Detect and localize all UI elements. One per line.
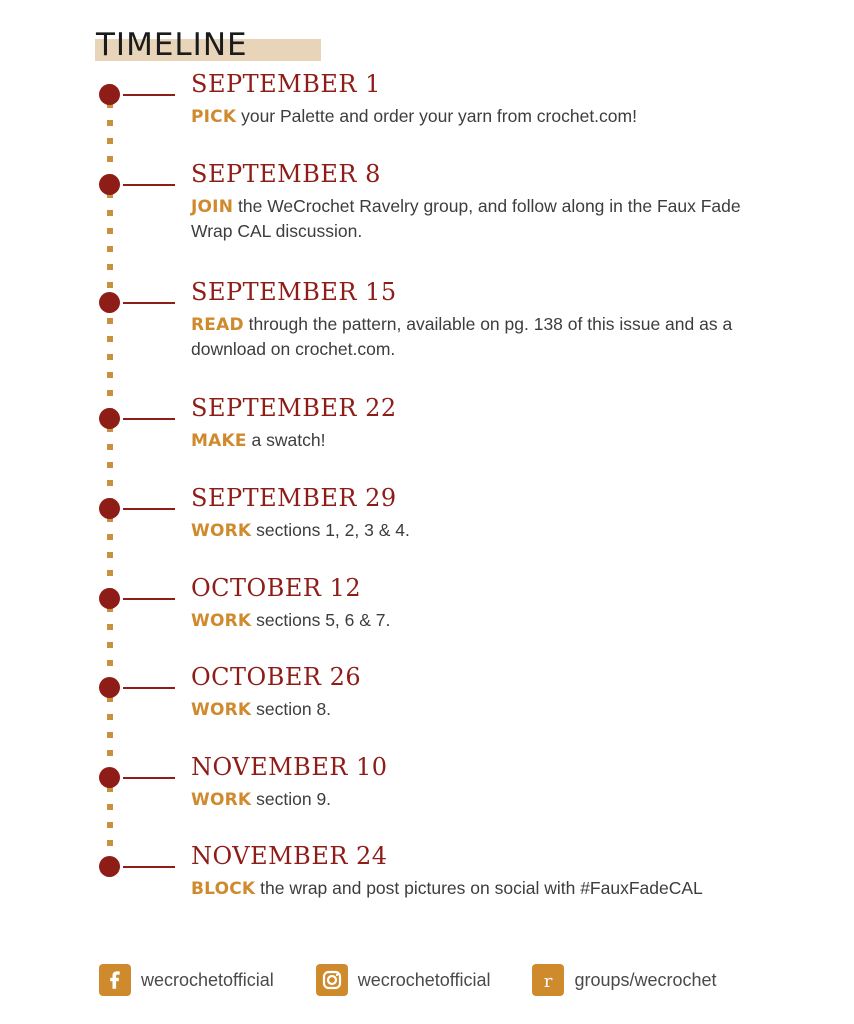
timeline-entry-body [191,485,831,543]
social-link[interactable] [99,964,274,996]
timeline-entry-body [191,395,831,453]
timeline-entry-date: OCTOBER 12 [191,574,362,602]
timeline-entry-body [191,664,831,722]
timeline-entry-keyword: WORK [191,699,252,720]
timeline-entry-body [191,575,831,633]
timeline-entry-text: sections 1, 2, 3 & 4. [251,519,410,540]
timeline-connector-line [123,598,175,600]
timeline-node-dot [99,292,120,313]
timeline-connector-line [123,94,175,96]
timeline-connector-line [123,302,175,304]
timeline-node-dot [99,174,120,195]
timeline-node-dot [99,588,120,609]
instagram-icon[interactable] [316,964,348,996]
timeline-entry-body [191,279,831,363]
social-handle-label: wecrochetofficial [357,969,491,990]
timeline-connector-line [123,687,175,689]
timeline-node-dot [99,767,120,788]
timeline-entry-date: SEPTEMBER 1 [191,70,381,98]
timeline-entry-date: NOVEMBER 24 [191,842,388,870]
timeline-entry-keyword: PICK [191,106,237,127]
timeline-connector-line [123,508,175,510]
timeline-entry-keyword: READ [191,314,244,335]
timeline-entry-keyword: WORK [191,610,252,631]
social-handle-label: groups/wecrochet [574,969,717,990]
timeline-entry-keyword: MAKE [191,430,247,451]
timeline-entry-body [191,71,831,129]
timeline-entry-date: OCTOBER 26 [191,663,362,691]
timeline-node-dot [99,856,120,877]
timeline-entry-description [191,428,771,454]
timeline-entry-description [191,608,771,634]
timeline-entry-description [191,697,771,723]
timeline-node-dot [99,498,120,519]
timeline-entry-body [191,754,831,812]
timeline-node-dot [99,84,120,105]
social-link[interactable] [316,964,491,996]
social-footer [99,960,799,1000]
timeline-entry-date: SEPTEMBER 29 [191,484,397,512]
timeline-entry-text: sections 5, 6 & 7. [251,609,391,630]
timeline-entry-description [191,194,771,245]
facebook-icon[interactable] [99,964,131,996]
timeline-connector-line [123,184,175,186]
timeline-entry-text: the WeCrochet Ravelry group, and follow along in the Faux Fade Wrap CAL discussion. [191,195,741,242]
timeline-entry-text: your Palette and order your yarn from crochet.com! [236,105,637,126]
timeline-node-dot [99,408,120,429]
timeline-entry-description [191,312,771,363]
timeline-entry-body [191,161,831,245]
timeline-entry-date: NOVEMBER 10 [191,753,388,781]
social-link[interactable] [532,964,716,996]
timeline-entry-text: section 8. [251,698,332,719]
timeline-entry-keyword: BLOCK [191,878,256,899]
timeline-connector-line [123,777,175,779]
timeline-node-dot [99,677,120,698]
ravelry-icon[interactable] [532,964,564,996]
timeline-entry-description [191,518,771,544]
timeline-entry-text: a swatch! [246,429,326,450]
page-title: TIMELINE [96,27,248,63]
timeline-entry-body [191,843,831,901]
timeline-entry-date: SEPTEMBER 22 [191,394,397,422]
timeline-entry-text: section 9. [251,788,332,809]
timeline-entry-date: SEPTEMBER 8 [191,160,381,188]
timeline-entry-date: SEPTEMBER 15 [191,278,397,306]
timeline-entry-description [191,876,771,902]
timeline-entry-text: the wrap and post pictures on social with #FauxFadeCAL [255,877,703,898]
timeline-entry-description [191,104,771,130]
timeline-connector-line [123,866,175,868]
svg-text:r: r [544,971,553,992]
timeline-entry-keyword: WORK [191,789,252,810]
timeline-entry-keyword: WORK [191,520,252,541]
timeline-entry-keyword: JOIN [191,196,234,217]
timeline-entry-text: through the pattern, available on pg. 138 of this issue and as a download on crochet.com. [191,313,733,360]
timeline-connector-line [123,418,175,420]
social-handle-label: wecrochetofficial [141,969,274,990]
timeline-entry-description [191,787,771,813]
